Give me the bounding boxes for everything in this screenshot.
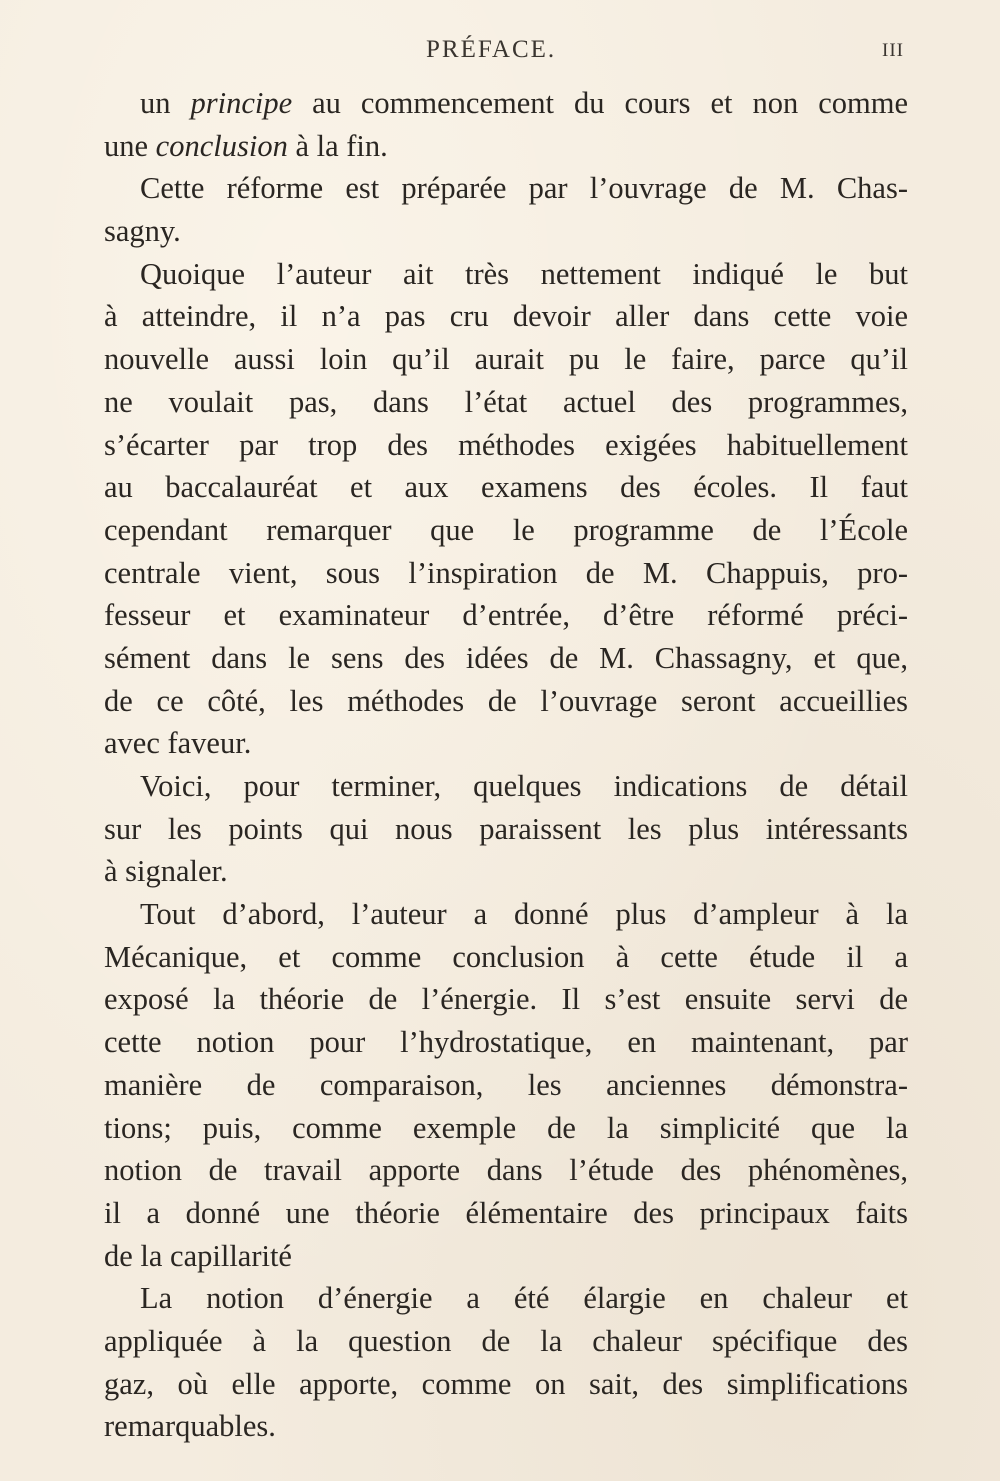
text-segment: Voici, pour terminer, quelques indications de détail <box>140 769 908 803</box>
text-segment: cependant remarquer que le programme de l’École <box>104 512 908 547</box>
text-line <box>104 722 908 765</box>
text-segment: fesseur et examinateur d’entrée, d’être réformé préci- <box>104 598 908 633</box>
text-line <box>104 637 908 680</box>
text-line <box>104 936 908 979</box>
text-segment: gaz, où elle apporte, comme on sait, des simplifications <box>104 1366 908 1401</box>
text-segment: Cette réforme est préparée par l’ouvrage de M. Chas- <box>140 171 908 206</box>
text-line <box>104 82 908 125</box>
text-segment: centrale vient, sous l’inspiration de M. Chappuis, pro- <box>104 555 908 590</box>
text-line <box>104 424 908 467</box>
text-segment: remarquables. <box>104 1409 276 1444</box>
text-segment: sément dans le sens des idées de M. Chassagny, et que, <box>104 640 908 675</box>
text-segment: au baccalauréat et aux examens des écoles. Il faut <box>104 470 908 505</box>
text-segment: cette notion pour l’hydrostatique, en maintenant, par <box>104 1025 908 1060</box>
text-line <box>104 978 908 1021</box>
paragraph <box>104 82 908 167</box>
text-segment: sur les points qui nous paraissent les plus intéressants <box>104 811 908 846</box>
text-segment: ne voulait pas, dans l’état actuel des programmes, <box>104 384 908 419</box>
text-segment: manière de comparaison, les anciennes démonstra- <box>104 1067 908 1102</box>
text-line <box>104 893 908 936</box>
text-line <box>104 594 908 637</box>
text-line <box>104 466 908 509</box>
text-line <box>104 125 908 168</box>
text-segment: au commencement du cours et non comme <box>292 86 908 120</box>
text-segment: tions; puis, comme exemple de la simplicité que la <box>104 1110 908 1145</box>
text-segment: à signaler. <box>104 854 228 889</box>
text-line <box>104 1235 908 1278</box>
text-segment: Quoique l’auteur ait très nettement indiqué le but <box>140 256 908 291</box>
text-segment: un <box>140 86 191 120</box>
text-segment: nouvelle aussi loin qu’il aurait pu le faire, parce qu’il <box>104 342 908 377</box>
text-line <box>104 765 908 808</box>
text-line <box>104 381 908 424</box>
text-line <box>104 1192 908 1235</box>
paragraph <box>104 1277 908 1448</box>
text-segment: Tout d’abord, l’auteur a donné plus d’ampleur à la <box>140 897 908 932</box>
text-line <box>104 1064 908 1107</box>
italic-text: conclusion <box>155 128 288 163</box>
text-segment: La notion d’énergie a été élargie en chaleur et <box>140 1281 908 1316</box>
body-text <box>104 82 908 1448</box>
text-segment: sagny. <box>104 214 181 249</box>
page-number: III <box>882 40 904 61</box>
text-segment: s’écarter par trop des méthodes exigées habituellement <box>104 427 908 462</box>
text-line <box>104 1405 908 1448</box>
text-line <box>104 680 908 723</box>
paragraph <box>104 253 908 765</box>
text-segment: une <box>104 128 156 163</box>
text-segment: notion de travail apporte dans l’étude des phénomènes, <box>104 1153 908 1188</box>
text-line <box>104 167 908 210</box>
paragraph <box>104 765 908 893</box>
text-line <box>104 552 908 595</box>
text-line <box>104 1021 908 1064</box>
text-line <box>104 850 908 893</box>
running-head <box>0 36 1000 72</box>
text-segment: à la fin. <box>287 128 388 163</box>
text-segment: il a donné une théorie élémentaire des principaux faits <box>104 1195 908 1230</box>
text-segment: de ce côté, les méthodes de l’ouvrage seront accueillies <box>104 683 908 718</box>
text-line <box>104 295 908 338</box>
text-segment: appliquée à la question de la chaleur spécifique des <box>104 1323 908 1358</box>
italic-text: principe <box>190 86 293 120</box>
text-segment: de la capillarité <box>104 1238 292 1273</box>
text-segment: exposé la théorie de l’énergie. Il s’est ensuite servi de <box>104 982 908 1017</box>
text-line <box>104 509 908 552</box>
text-line <box>104 1320 908 1363</box>
text-line <box>104 1107 908 1150</box>
text-line <box>104 338 908 381</box>
text-line <box>104 210 908 253</box>
paragraph <box>104 893 908 1277</box>
text-segment: Mécanique, et comme conclusion à cette étude il a <box>104 939 908 974</box>
text-line <box>104 253 908 296</box>
running-head-title: PRÉFACE. <box>426 36 557 63</box>
text-line <box>104 808 908 851</box>
text-segment: à atteindre, il n’a pas cru devoir aller dans cette voie <box>104 299 908 334</box>
paragraph <box>104 167 908 252</box>
text-segment: avec faveur. <box>104 726 252 761</box>
text-line <box>104 1277 908 1320</box>
text-line <box>104 1363 908 1406</box>
text-line <box>104 1149 908 1192</box>
